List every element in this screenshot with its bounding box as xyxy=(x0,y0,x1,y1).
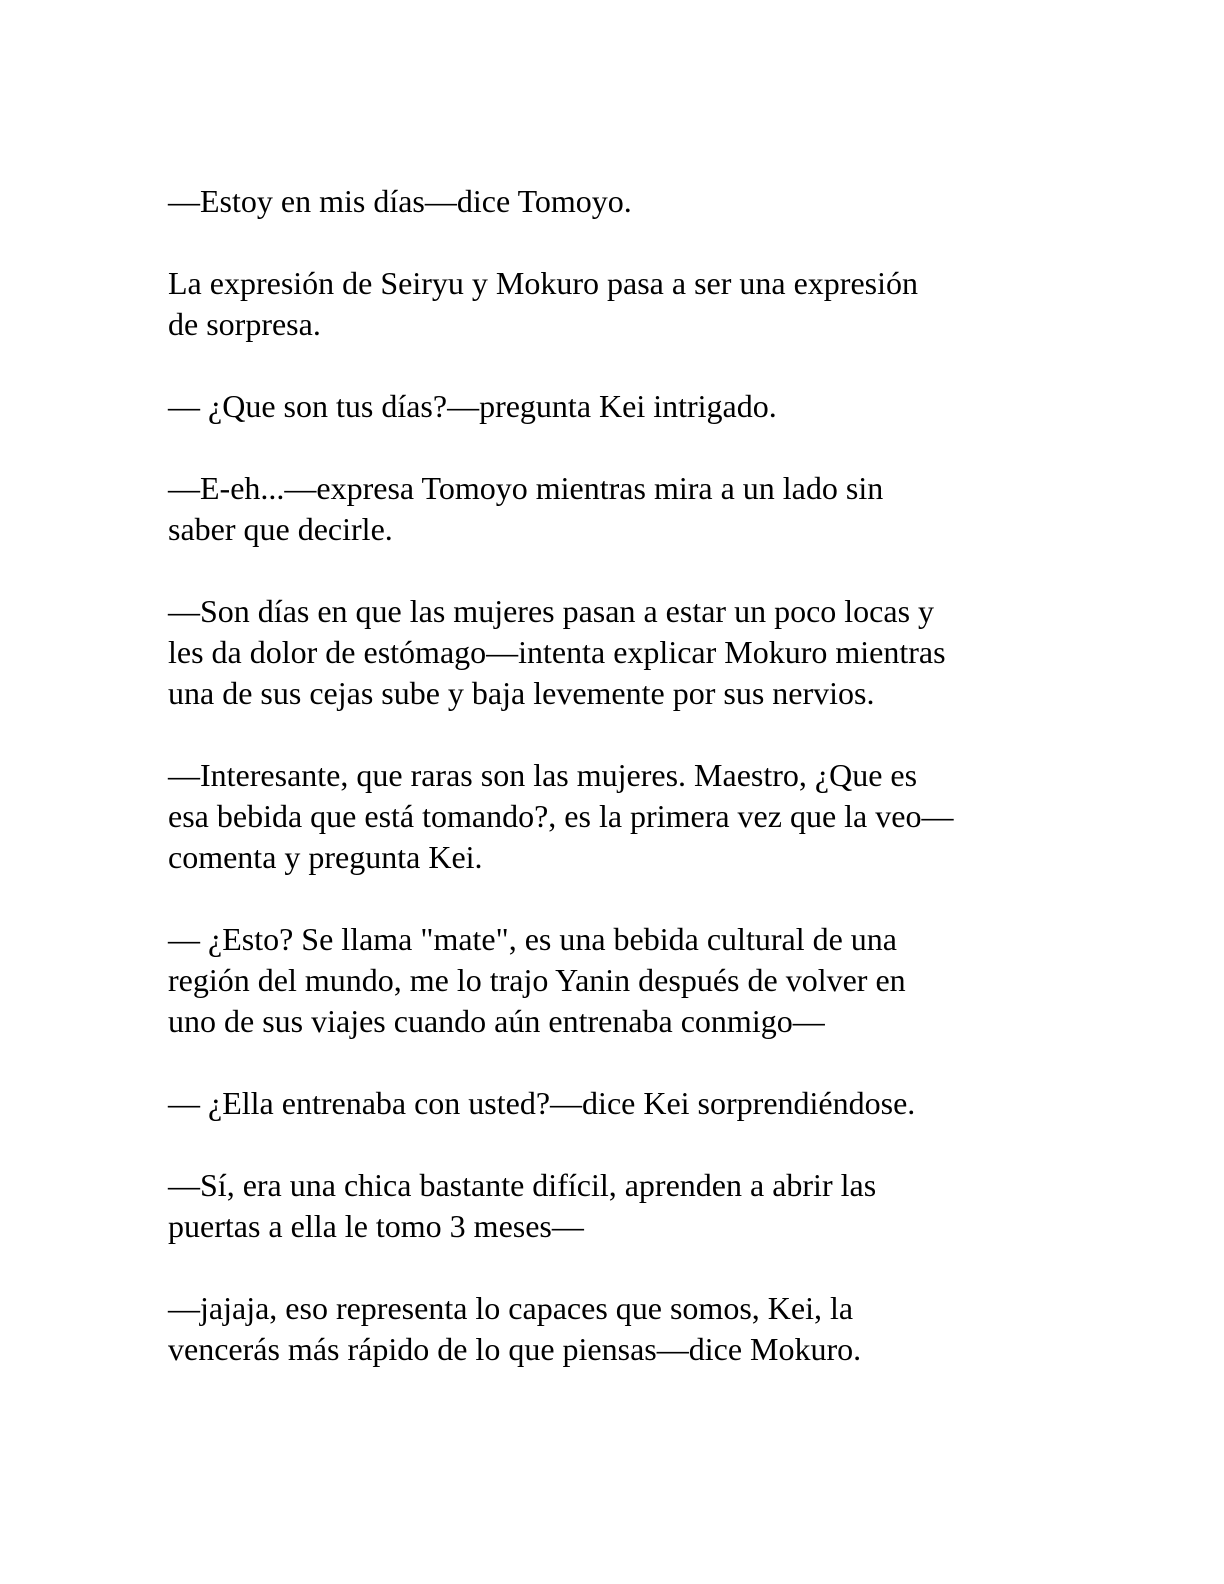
paragraph-2: La expresión de Seiryu y Mokuro pasa a ser una expresión de sorpresa. xyxy=(168,265,918,342)
paragraph-6: —Interesante, que raras son las mujeres. Maestro, ¿Que es esa bebida que está tomando?, es la primera vez que la veo— comenta y pregunta Kei. xyxy=(168,757,954,875)
paragraph-3: — ¿Que son tus días?—pregunta Kei intrigado. xyxy=(168,388,777,424)
paragraph-5: —Son días en que las mujeres pasan a estar un poco locas y les da dolor de estómago—intenta explicar Mokuro mientras una de sus cejas sube y baja levemente por sus nervios. xyxy=(168,593,946,711)
paragraph-4: —E-eh...—expresa Tomoyo mientras mira a un lado sin saber que decirle. xyxy=(168,470,884,547)
paragraph-9: —Sí, era una chica bastante difícil, aprenden a abrir las puertas a ella le tomo 3 meses— xyxy=(168,1167,877,1244)
document-page xyxy=(168,181,1058,1411)
paragraph-1: —Estoy en mis días—dice Tomoyo. xyxy=(168,183,632,219)
paragraph-8: — ¿Ella entrenaba con usted?—dice Kei sorprendiéndose. xyxy=(168,1085,916,1121)
paragraph-10: —jajaja, eso representa lo capaces que somos, Kei, la vencerás más rápido de lo que piensas—dice Mokuro. xyxy=(168,1290,862,1367)
paragraph-7: — ¿Esto? Se llama "mate", es una bebida cultural de una región del mundo, me lo trajo Yanin después de volver en uno de sus viajes cuando aún entrenaba conmigo— xyxy=(168,921,906,1039)
